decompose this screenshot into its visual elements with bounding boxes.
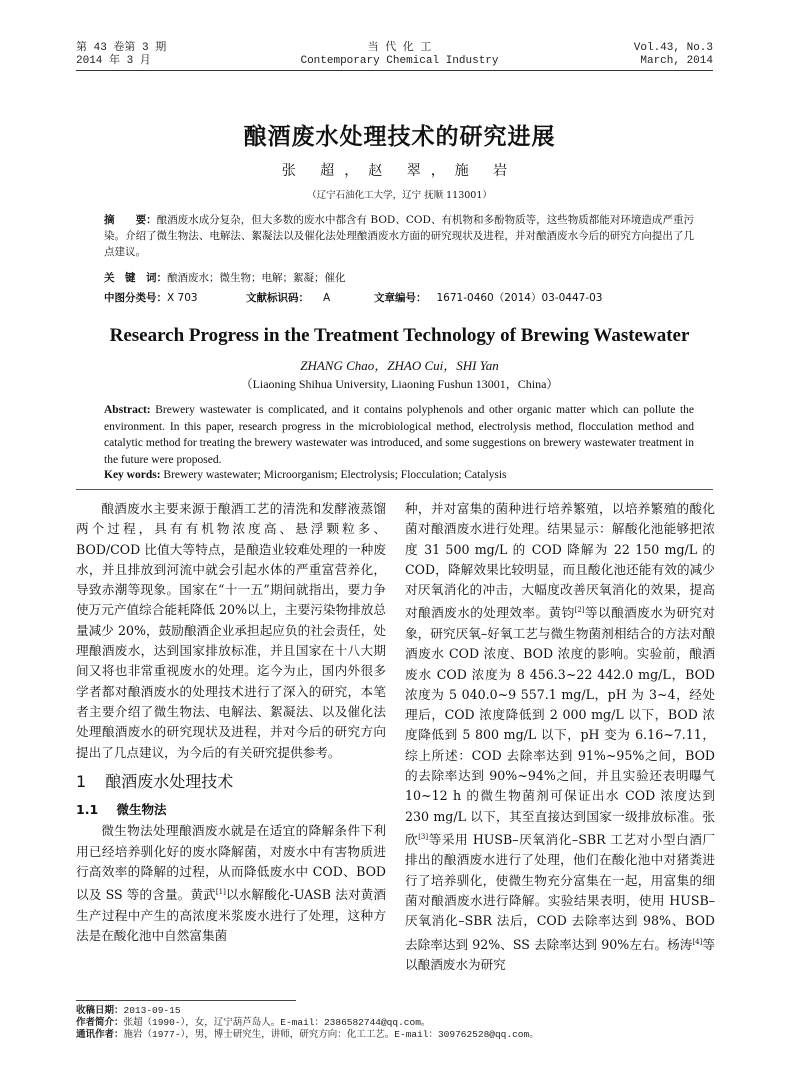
author-label: 作者简介： [76,1017,124,1028]
microbial-text-b: 以水解酸化-UASB 法对黄酒生产过程中产生的高浓度米浆废水进行了处理，这种方法是在酸化池中自然富集菌 [76,887,386,944]
citation-1[interactable]: [1] [215,888,226,897]
right-text-1: 种，并对富集的菌种进行培养繁殖，以培养繁殖的酸化菌对酿酒废水进行处理。结果显示：解酸化池能够把浓度 31 500 mg/L 的 COD 降解为 22 150 mg/L 的 COD，降解效果比较明显，而且酸化池还能有效的减少对厌氧消化的冲击，大幅度改善厌氧消化的效果，提高对酿酒废水的处理效率。黄钧 [405,501,715,621]
keywords-en-text: Brewery wastewater; Microorganism; Electrolysis; Flocculation; Catalysis [160,469,507,481]
affiliation-en: （Liaoning Shihua University, Liaoning Fushun 13001，China） [240,377,559,391]
right-paragraph [405,499,715,975]
article-number-value: 1671-0460（2014）03-0447-03 [436,292,603,304]
journal-volume: 第 43 卷第 3 期 [76,42,167,54]
abstract-cn [104,212,694,260]
footnote-rule [76,1000,296,1001]
paper-title-cn: 酿酒废水处理技术的研究进展 [243,124,556,150]
right-text-3: 等采用 HUSB–厌氧消化–SBR 工艺对小型白酒厂排出的酿酒废水进行了处理，他们在酸化池中对猪粪进行了培养驯化，使微生物充分富集在一起，用富集的细菌对酿酒废水进行降解。实验结果表明，使用 HUSB–厌氧消化–SBR 法后，COD 去除率达到 98%、BOD 去除率达到 92%、SS 去除率达到 90%左右。杨涛 [405,832,715,952]
footnote-received [76,1005,181,1017]
abstract-cn-label: 摘 要： [104,214,157,226]
header-rule [76,70,713,71]
section-title: 酿酒废水处理技术 [105,771,234,791]
microbial-paragraph [76,821,386,946]
clc-value: X 703 [167,292,198,304]
left-column [76,499,386,946]
microbial-text-a: 微生物法处理酿酒废水就是在适宜的降解条件下利用已经培养驯化好的废水降解菌，对废水中有害物质进行高效率的降解的过程，从而降低废水中 COD、BOD 以及 SS 等的含量。黄武 [76,823,386,903]
article-number-label: 文章编号： [374,292,427,304]
received-label: 收稿日期： [76,1005,124,1016]
abstract-rule [76,489,713,490]
citation-2[interactable]: [2] [574,606,585,615]
abstract-en-text: Brewery wastewater is complicated, and it contains polyphenols and other organic matter which can pollute the environment. In this paper, research progress in the microbiological method, electrolysis method, flocculation method and catalytic method for treating the brewery wastewater was introduced, and some suggestions on brewery wastewater treatment in the future were proposed. [104,404,694,466]
doc-code-field [246,290,330,305]
journal-volume-en: Vol.43, No.3 [633,42,713,54]
corr-label: 通讯作者： [76,1029,124,1040]
clc-field [104,290,198,305]
keywords-en-label: Key words: [104,469,161,481]
clc-label: 中图分类号： [104,292,167,304]
keywords-en [104,469,694,481]
citation-4[interactable]: [4] [692,937,703,946]
journal-date-en: March, 2014 [640,55,713,67]
doc-code-label: 文献标识码： [246,292,309,304]
abstract-cn-text: 酿酒废水成分复杂，但大多数的废水中都含有 BOD、COD、有机物和多酚物质等，这些物质都能对环境造成严重污染。介绍了微生物法、电解法、絮凝法以及催化法处理酿酒废水方面的研究现状及进程，并对酿酒废水今后的研究方向提出了几点建议。 [104,214,694,258]
journal-name-cn: 当 代 化 工 [367,42,432,54]
subsection-number: 1.1 [76,802,99,818]
article-number-field [374,290,602,305]
intro-paragraph: 酿酒废水主要来源于酿酒工艺的清洗和发酵液蒸馏两个过程，具有有机物浓度高、悬浮颗粒多、BOD/COD 比值大等特点，是酿造业较难处理的一种废水，并且排放到河流中就会引起水体的严重富营养化，导致赤潮等现象。国家在“十一五”期间就指出，要力争使万元产值综合能耗降低 20%以上，主要污染物排放总量减少 20%，鼓励酿酒企业承担起应负的社会责任，处理酿酒废水，达到国家排放标准，并且国家在十八大期间又将也非常重视废水的处理。迄今为止，国内外很多学者都对酿酒废水的处理技术进行了深入的研究，本笔者主要介绍了微生物法、电解法、絮凝法、以及催化法处理酿酒废水的研究现状及进程，并对今后的研究方向提出了几点建议，为今后的有关研究提供参考。 [76,501,386,760]
right-text-4: 等以酿酒废水为研究 [405,936,715,973]
section-heading-1 [76,772,386,792]
subsection-title: 微生物法 [116,802,167,818]
doc-code-value: A [323,292,331,304]
section-number: 1 [76,771,87,791]
keywords-cn [104,270,694,286]
footnote-author [76,1017,430,1029]
corr-value: 施岩（1977-），男，博士研究生，讲师，研究方向：化工工艺。E-mail：309762528@qq.com。 [123,1029,539,1040]
abstract-en [104,402,694,468]
keywords-cn-text: 酿酒废水；微生物；电解；絮凝；催化 [167,272,346,284]
authors-cn: 张 超，赵 翠，施 岩 [281,163,518,179]
right-column [405,499,715,975]
abstract-en-label: Abstract: [104,404,151,416]
paper-title-en: Research Progress in the Treatment Technology of Brewing Wastewater [109,325,690,346]
received-value: 2013-09-15 [123,1005,181,1016]
keywords-cn-label: 关 键 词： [104,272,167,284]
footnote-corresponding [76,1029,539,1041]
journal-date: 2014 年 3 月 [76,55,151,67]
author-value: 张超（1990-），女，辽宁葫芦岛人。E-mail：2386582744@qq.com。 [123,1017,431,1028]
citation-3[interactable]: [3] [418,832,429,841]
journal-name-en: Contemporary Chemical Industry [300,55,499,67]
authors-en: ZHANG Chao，ZHAO Cui，SHI Yan [300,358,499,373]
subsection-heading-1-1 [76,800,386,820]
affiliation-cn: （辽宁石油化工大学，辽宁 抚顺 113001） [307,190,492,201]
right-text-2: 等以酿酒废水为研究对象，研究厌氧–好氧工艺与微生物菌剂相结合的方法对酿酒废水 COD 浓度、BOD 浓度的影响。实验前，酿酒废水 COD 浓度为 8 456.3~22 442.0 mg/L，BOD 浓度为 5 040.0~9 557.1 mg/L，pH 为 3~4，经处理后，COD 浓度降低到 2 000 mg/L 以下，BOD 浓度降低到 5 800 mg/L 以下，pH 变为 6.16~7.11，综上所述：COD 去除率达到 91%~95%之间，BOD 的去除率达到 90%~94%之间，并且实验还表明曝气 10~12 h 的微生物菌剂可保证出水 COD 浓度达到 230 mg/L 以下，其至直接达到国家一级排放标准。张欣 [405,605,715,848]
